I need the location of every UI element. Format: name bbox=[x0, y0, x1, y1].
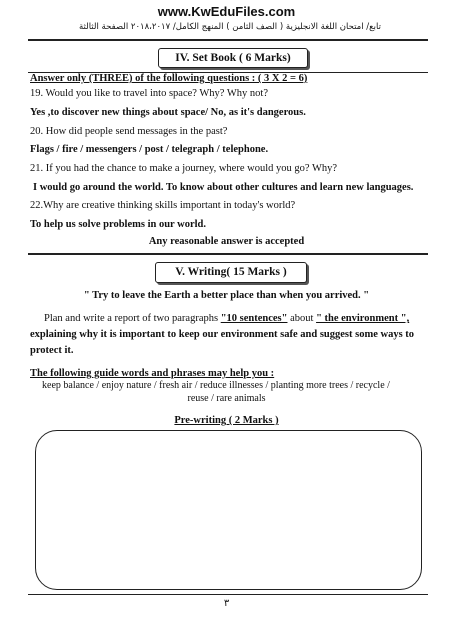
section-iv-title: IV. Set Book ( 6 Marks) bbox=[158, 48, 308, 68]
answer-21: I would go around the world. To know about other cultures and learn new languages. bbox=[33, 182, 414, 193]
prompt-about: about bbox=[287, 313, 317, 324]
guide-heading: The following guide words and phrases may help you : bbox=[30, 368, 275, 379]
exam-header-arabic: تابع/ امتحان اللغة الانجليزية ( الصف الثامن ) المنهج الكامل/ ٢٠١٨،٢٠١٧ الصفحة الثالثة bbox=[79, 22, 381, 32]
writing-quote: " Try to leave the Earth a better place than when you arrived. " bbox=[83, 290, 370, 301]
set-book-instruction: Answer only (THREE) of the following questions : ( 3 X 2 = 6) bbox=[30, 73, 308, 84]
prompt-text: Plan and write a report of two paragraphs bbox=[44, 313, 221, 324]
prompt-topic: " the environment ", bbox=[316, 313, 410, 324]
divider-rule bbox=[28, 253, 428, 255]
writing-prompt-line3: protect it. bbox=[30, 345, 74, 356]
answer-20: Flags / fire / messengers / post / telegraph / telephone. bbox=[30, 144, 269, 155]
question-21: 21. If you had the chance to make a journey, where would you go? Why? bbox=[30, 163, 338, 174]
footer-rule bbox=[28, 594, 428, 595]
header-rule bbox=[28, 39, 428, 41]
answer-22: To help us solve problems in our world. bbox=[30, 219, 207, 230]
question-19: 19. Would you like to travel into space? Why? Why not? bbox=[30, 88, 268, 99]
prompt-sentences: "10 sentences" bbox=[220, 313, 288, 324]
website-url: www.KwEduFiles.com bbox=[157, 4, 296, 19]
guide-words-line1: keep balance / enjoy nature / fresh air / reduce illnesses / planting more trees / recycle / bbox=[42, 380, 390, 391]
section-v-title: V. Writing( 15 Marks ) bbox=[155, 262, 307, 283]
writing-prompt-line1 bbox=[44, 312, 409, 326]
prewriting-box[interactable] bbox=[35, 430, 422, 590]
prewriting-heading: Pre-writing ( 2 Marks ) bbox=[174, 415, 279, 426]
answer-19: Yes ,to discover new things about space/ No, as it's dangerous. bbox=[30, 107, 306, 118]
writing-prompt-line2: explaining why it is important to keep our environment safe and suggest some ways to bbox=[30, 329, 415, 340]
marking-note: Any reasonable answer is accepted bbox=[148, 236, 305, 247]
page-number: ٣ bbox=[223, 598, 230, 609]
question-22: 22.Why are creative thinking skills important in today's world? bbox=[30, 200, 296, 211]
guide-words-line2: reuse / rare animals bbox=[187, 393, 266, 404]
question-20: 20. How did people send messages in the past? bbox=[30, 126, 228, 137]
